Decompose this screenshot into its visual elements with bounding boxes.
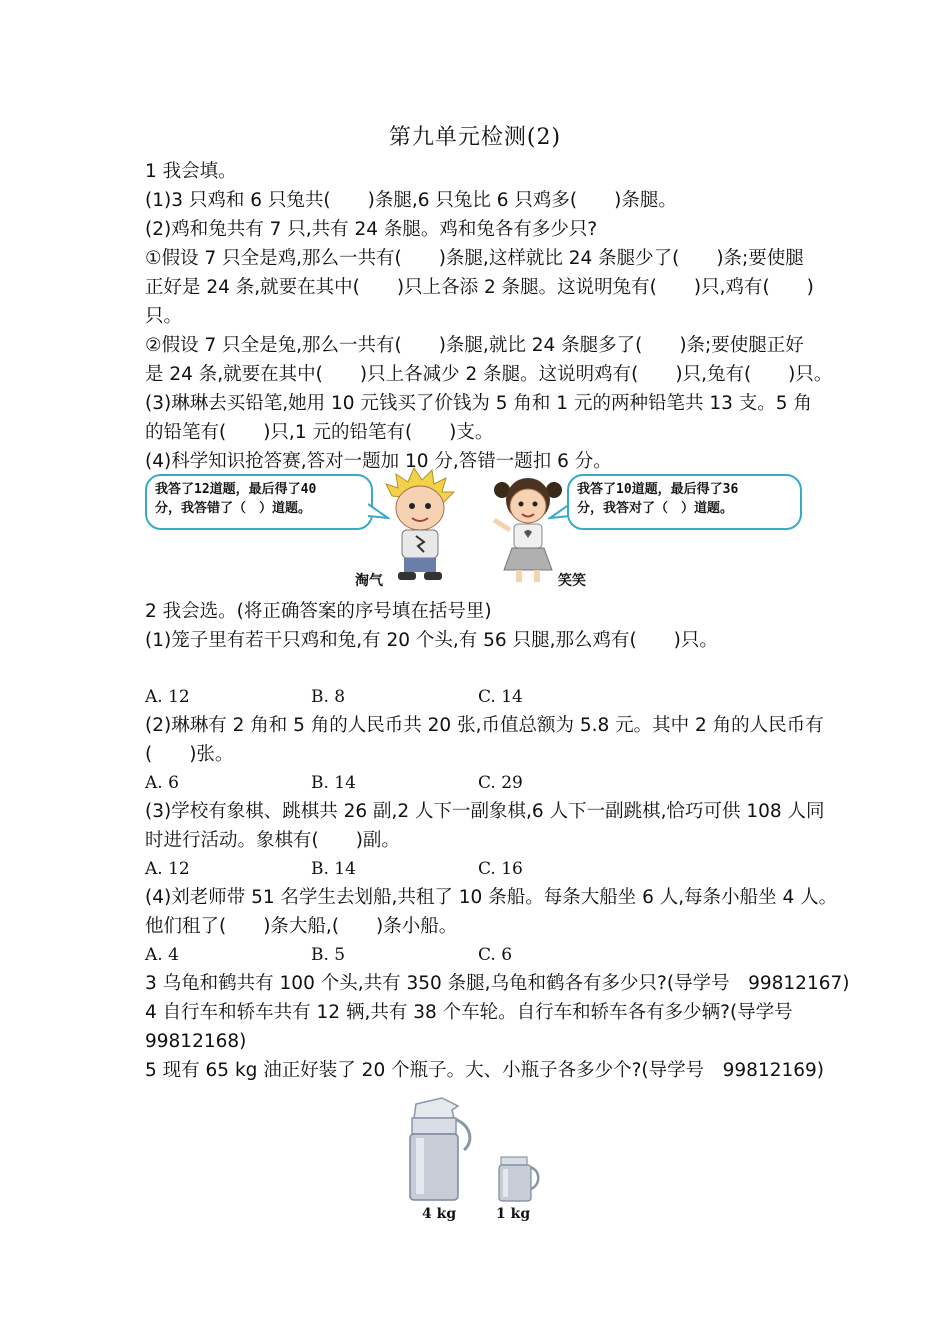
speech-bubble-left	[145, 474, 373, 530]
section5-question: 5 现有 65 kg 油正好装了 20 个瓶子。大、小瓶子各多少个?(导学号 99812169)	[145, 1060, 825, 1081]
s1-q1: (1)3 只鸡和 6 只兔共( )条腿,6 只兔比 6 只鸡多( )条腿。	[145, 190, 677, 211]
bubble-right-line1: 我答了10道题，最后得了36	[577, 482, 739, 497]
s2-q4-line2: 他们租了( )条大船,( )条小船。	[145, 916, 458, 937]
s2-q4-line1: (4)刘老师带 51 名学生去划船,共租了 10 条船。每条大船坐 6 人,每条小船坐 4 人。	[145, 887, 838, 908]
s1-q2b-line2: 是 24 条,就要在其中( )只上各减少 2 条腿。这说明鸡有( )只,兔有( )只。	[145, 364, 833, 385]
s1-q2a-line2: 正好是 24 条,就要在其中( )只上各添 2 条腿。这说明兔有( )只,鸡有( )	[145, 277, 814, 298]
s2-q1-option-b: B. 8	[311, 687, 346, 707]
s2-q1-option-c: C. 14	[478, 687, 523, 707]
s1-q4: (4)科学知识抢答赛,答对一题加 10 分,答错一题扣 6 分。	[145, 451, 612, 472]
speech-bubble-right	[567, 474, 802, 530]
s2-q2-line1: (2)琳琳有 2 角和 5 角的人民币共 20 张,币值总额为 5.8 元。其中 2 角的人民币有	[145, 715, 824, 736]
s1-q2a-line3: 只。	[145, 306, 183, 327]
section4-line2: 99812168)	[145, 1031, 247, 1052]
kid-label-left: 淘气	[355, 573, 383, 589]
s1-q2a-line1: ①假设 7 只全是鸡,那么一共有( )条腿,这样就比 24 条腿少了( )条;要使腿	[145, 248, 804, 269]
bubble-left-line2: 分，我答错了（ ）道题。	[155, 501, 312, 516]
s2-q2-option-b: B. 14	[311, 773, 356, 793]
s2-q2-option-c: C. 29	[478, 773, 523, 793]
page-title: 第九单元检测(2)	[388, 125, 562, 150]
s2-q2-line2: ( )张。	[145, 744, 234, 765]
boy-illustration-icon	[380, 466, 460, 591]
s2-q4-option-b: B. 5	[311, 945, 346, 965]
s2-q3-line1: (3)学校有象棋、跳棋共 26 副,2 人下一副象棋,6 人下一副跳棋,恰巧可供 108 人同	[145, 801, 825, 822]
bubble-left-line1: 我答了12道题，最后得了40	[155, 482, 317, 497]
s2-q1: (1)笼子里有若干只鸡和兔,有 20 个头,有 56 只腿,那么鸡有( )只。	[145, 630, 718, 651]
s2-q4-option-a: A. 4	[145, 945, 179, 965]
bubble-right-line2: 分，我答对了（ ）道题。	[577, 501, 734, 516]
s2-q1-option-a: A. 12	[145, 687, 190, 707]
s2-q3-option-b: B. 14	[311, 859, 356, 879]
big-bottle-mass-label: 4 kg	[422, 1206, 457, 1222]
section4-line1: 4 自行车和轿车共有 12 辆,共有 38 个车轮。自行车和轿车各有多少辆?(导学号	[145, 1002, 793, 1023]
s2-q3-option-c: C. 16	[478, 859, 523, 879]
s2-q3-line2: 时进行活动。象棋有( )副。	[145, 830, 400, 851]
s1-q3-line2: 的铅笔有( )只,1 元的铅笔有( )支。	[145, 422, 494, 443]
s2-q3-option-a: A. 12	[145, 859, 190, 879]
s1-q3-line1: (3)琳琳去买铅笔,她用 10 元钱买了价钱为 5 角和 1 元的两种铅笔共 13 支。5 角	[145, 393, 812, 414]
big-oil-bottle-icon	[402, 1094, 482, 1206]
section2-heading: 2 我会选。(将正确答案的序号填在括号里)	[145, 601, 492, 622]
kid-label-right: 笑笑	[558, 573, 586, 589]
girl-illustration-icon	[488, 468, 568, 593]
section3-question: 3 乌龟和鹤共有 100 个头,共有 350 条腿,乌龟和鹤各有多少只?(导学号 99812167)	[145, 973, 850, 994]
s2-q4-option-c: C. 6	[478, 945, 513, 965]
small-oil-bottle-icon	[495, 1155, 545, 1205]
s2-q2-option-a: A. 6	[145, 773, 179, 793]
s1-q2: (2)鸡和兔共有 7 只,共有 24 条腿。鸡和兔各有多少只?	[145, 219, 598, 240]
section1-heading: 1 我会填。	[145, 161, 237, 182]
small-bottle-mass-label: 1 kg	[496, 1206, 531, 1222]
s1-q2b-line1: ②假设 7 只全是兔,那么一共有( )条腿,就比 24 条腿多了( )条;要使腿正好	[145, 335, 804, 356]
